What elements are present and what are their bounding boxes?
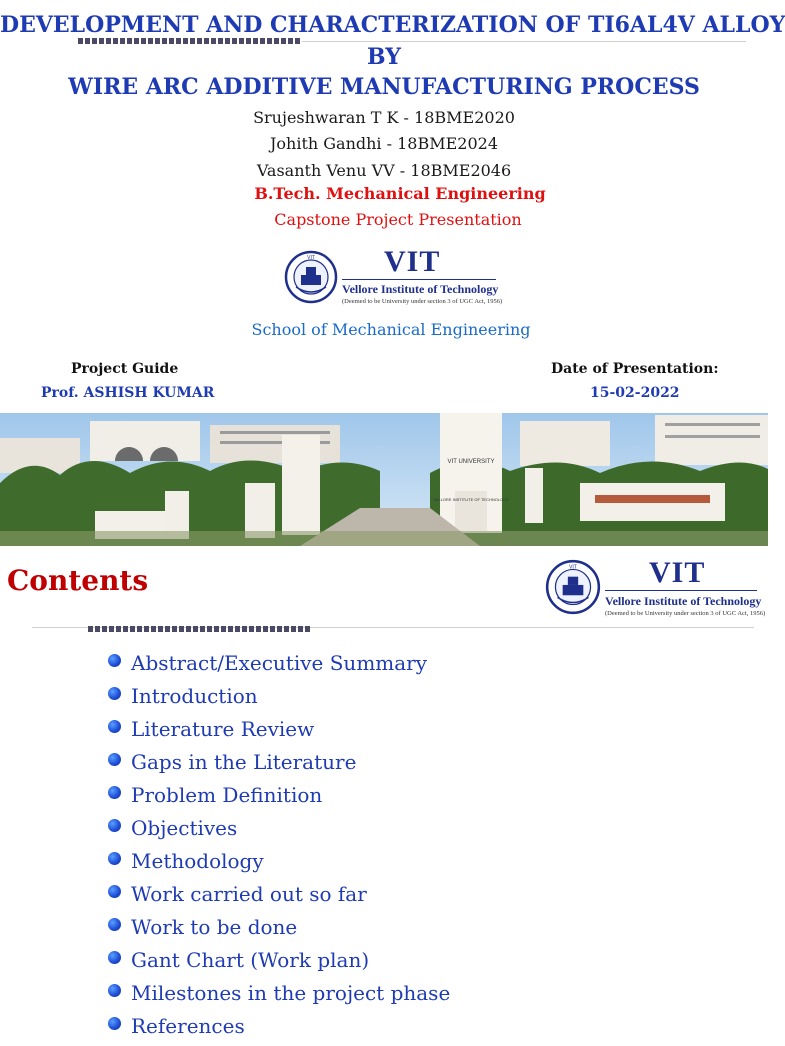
guide-name: Prof. ASHISH KUMAR [41,385,215,401]
list-item [108,716,450,749]
list-item-label: Gaps in the Literature [131,750,357,774]
list-item-label: Introduction [131,684,258,708]
list-item [108,980,450,1013]
author-1: Srujeshwaran T K - 18BME2020 [253,108,515,127]
title-line-1: DEVELOPMENT AND CHARACTERIZATION OF TI6AL4V ALLOY [0,12,785,38]
vit-institute-name: Vellore Institute of Technology [605,594,762,608]
campus-photo [0,413,768,546]
title-line-2: BY [367,44,401,70]
vit-wordmark: VIT [384,245,441,278]
vit-deemed-text: (Deemed to be University under section 3 of UGC Act, 1956) [342,298,503,305]
list-item-label: Methodology [131,849,264,873]
school-name: School of Mechanical Engineering [251,320,531,339]
vit-institute-name: Vellore Institute of Technology [342,282,499,296]
author-2: Johith Gandhi - 18BME2024 [269,134,499,153]
list-item [108,947,450,980]
bullet-icon [108,918,121,931]
list-item-label: Literature Review [131,717,315,741]
bullet-icon [108,786,121,799]
list-item [108,782,450,815]
vit-seal-icon [545,556,601,618]
list-item-label: Work carried out so far [131,882,367,906]
bullet-icon [108,984,121,997]
list-item-label: Abstract/Executive Summary [131,651,428,675]
list-item [108,683,450,716]
bullet-icon [108,687,121,700]
bullet-icon [108,951,121,964]
list-item [108,881,450,914]
list-item [108,749,450,782]
list-item [108,848,450,881]
bullet-icon [108,819,121,832]
list-item [108,1013,450,1046]
list-item [108,815,450,848]
vit-seal-icon [284,247,338,307]
svg-text:VIT: VIT [568,564,578,571]
bullet-icon [108,885,121,898]
contents-heading: Contents [7,564,149,597]
contents-slide [0,546,768,1038]
presentation-type: Capstone Project Presentation [274,210,522,229]
list-item [108,650,450,683]
campus-tower-text: VIT UNIVERSITY [447,459,495,465]
date-value: 15-02-2022 [590,385,680,401]
list-item-label: Work to be done [131,915,298,939]
title-line-3: WIRE ARC ADDITIVE MANUFACTURING PROCESS [68,74,700,100]
contents-list [108,650,450,1046]
contents-dash-decoration [88,626,312,632]
vit-wordmark: VIT [649,556,706,589]
author-3: Vasanth Venu VV - 18BME2046 [256,161,512,180]
bullet-icon [108,1017,121,1030]
guide-label: Project Guide [71,361,179,377]
list-item-label: Gant Chart (Work plan) [131,948,370,972]
bullet-icon [108,753,121,766]
bullet-icon [108,852,121,865]
vit-logo-rule [342,279,496,280]
list-item [108,914,450,947]
vit-logo-small [545,554,766,620]
vit-logo-rule [605,590,757,591]
title-rule [302,41,746,42]
vit-logo [284,245,503,309]
bullet-icon [108,654,121,667]
list-item-label: Milestones in the project phase [131,981,451,1005]
program-name: B.Tech. Mechanical Engineering [254,184,546,203]
bullet-icon [108,720,121,733]
svg-text:VIT: VIT [307,255,315,261]
list-item-label: Problem Definition [131,783,323,807]
campus-gate-text: VELLORE INSTITUTE OF TECHNOLOGY [433,497,509,502]
list-item-label: References [131,1014,245,1038]
date-label: Date of Presentation: [551,361,719,377]
list-item-label: Objectives [131,816,238,840]
vit-deemed-text: (Deemed to be University under section 3 of UGC Act, 1956) [605,610,766,617]
